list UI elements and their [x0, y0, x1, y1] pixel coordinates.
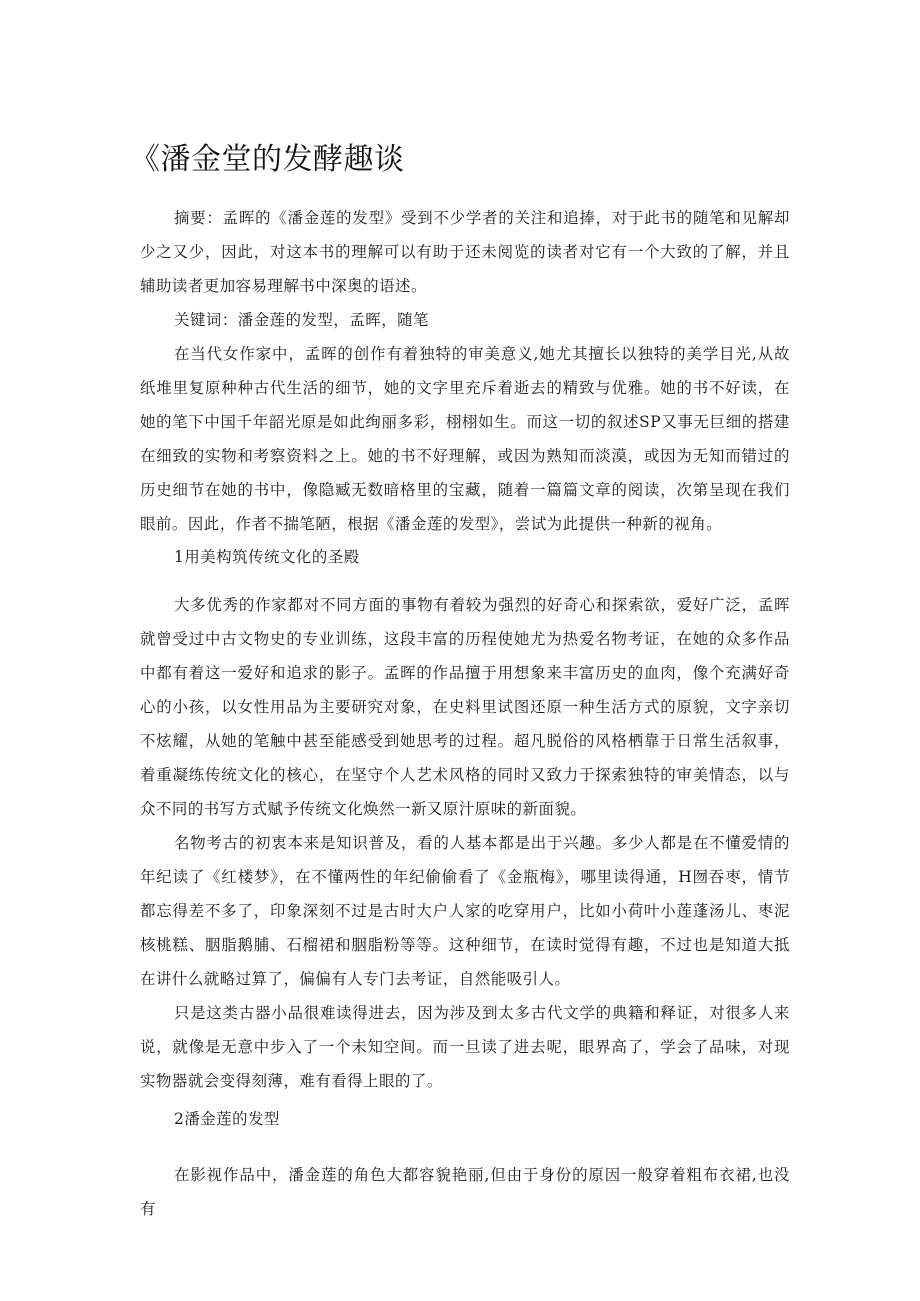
section1-body [140, 588, 790, 1098]
section2-heading-block [140, 1102, 790, 1136]
section1-heading-block [140, 540, 790, 574]
section1-paragraph-3: 只是这类古器小品很难读得进去，因为涉及到太多古代文学的典籍和释证，对很多人来说，就像是无意中步入了一个未知空间。而一旦读了进去呢，眼界高了，学会了品味，对现实物器就会变得刻薄，难有看得上眼的了。 [140, 1004, 790, 1090]
section1-paragraph-1: 大多优秀的作家都对不同方面的事物有着较为强烈的好奇心和探索欲，爱好广泛，孟晖就曾受过中古文物史的专业训练，这段丰富的历程使她尤为热爱名物考证，在她的众多作品中都有着这一爱好和追求的影子。孟晖的作品擅于用想象来丰富历史的血肉，像个充满好奇心的小孩，以女性用品为主要研究对象，在史料里试图还原一种生活方式的原貌，文字亲切不炫耀，从她的笔触中甚至能感受到她思考的过程。超凡脱俗的风格栖靠于日常生活叙事，着重凝练传统文化的核心，在坚守个人艺术风格的同时又致力于探索独特的审美情态，以与众不同的书写方式赋予传统文化焕然一新又原汁原味的新面貌。 [140, 596, 790, 818]
section2-paragraph-1: 在影视作品中，潘金莲的角色大都容貌艳丽,但由于身份的原因一般穿着粗布衣裙,也没有 [140, 1166, 790, 1218]
keywords-line: 关键词：潘金莲的发型，孟晖，随笔 [174, 311, 430, 329]
section2-body [140, 1158, 790, 1226]
section1-heading: 1用美构筑传统文化的圣殿 [174, 548, 360, 566]
section2-heading: 2潘金莲的发型 [174, 1110, 280, 1128]
abstract-block [140, 201, 790, 541]
intro-paragraph: 在当代女作家中，孟晖的创作有着独特的审美意义,她尤其擅长以独特的美学目光,从故纸堆里复原种种古代生活的细节，她的文字里充斥着逝去的精致与优雅。她的书不好读，在她的笔下中国千年韶光原是如此绚丽多彩，栩栩如生。而这一切的叙述SP又事无巨细的搭建在细致的实物和考察资料之上。她的书不好理解，或因为熟知而淡漠，或因为无知而错过的历史细节在她的书中，像隐臧无数暗格里的宝藏，随着一篇篇文章的阅读，次第呈现在我们眼前。因此，作者不揣笔陋，根据《潘金莲的发型》，尝试为此提供一种新的视角。 [140, 345, 790, 533]
section1-paragraph-2: 名物考古的初衷本来是知识普及，看的人基本都是出于兴趣。多少人都是在不懂爱情的年纪读了《红楼梦》，在不懂两性的年纪偷偷看了《金瓶梅》，哪里读得通，H囫吞枣，情节都忘得差不多了，印象深刻不过是古时大户人家的吃穿用户，比如小荷叶小莲蓬汤儿、枣泥核桃糕、胭脂鹅脯、石榴裙和胭脂粉等等。这种细节，在读时觉得有趣，不过也是知道大抵在讲什么就略过算了，偏偏有人专门去考证，自然能吸引人。 [140, 834, 790, 988]
abstract-paragraph: 摘要：孟晖的《潘金莲的发型》受到不少学者的关注和追捧，对于此书的随笔和见解却少之又少，因此，对这本书的理解可以有助于还未阅览的读者对它有一个大致的了解，并且辅助读者更加容易理解书中深奥的语述。 [140, 209, 790, 295]
document-title: 《潘金堂的发酵趣谈 [130, 142, 405, 177]
